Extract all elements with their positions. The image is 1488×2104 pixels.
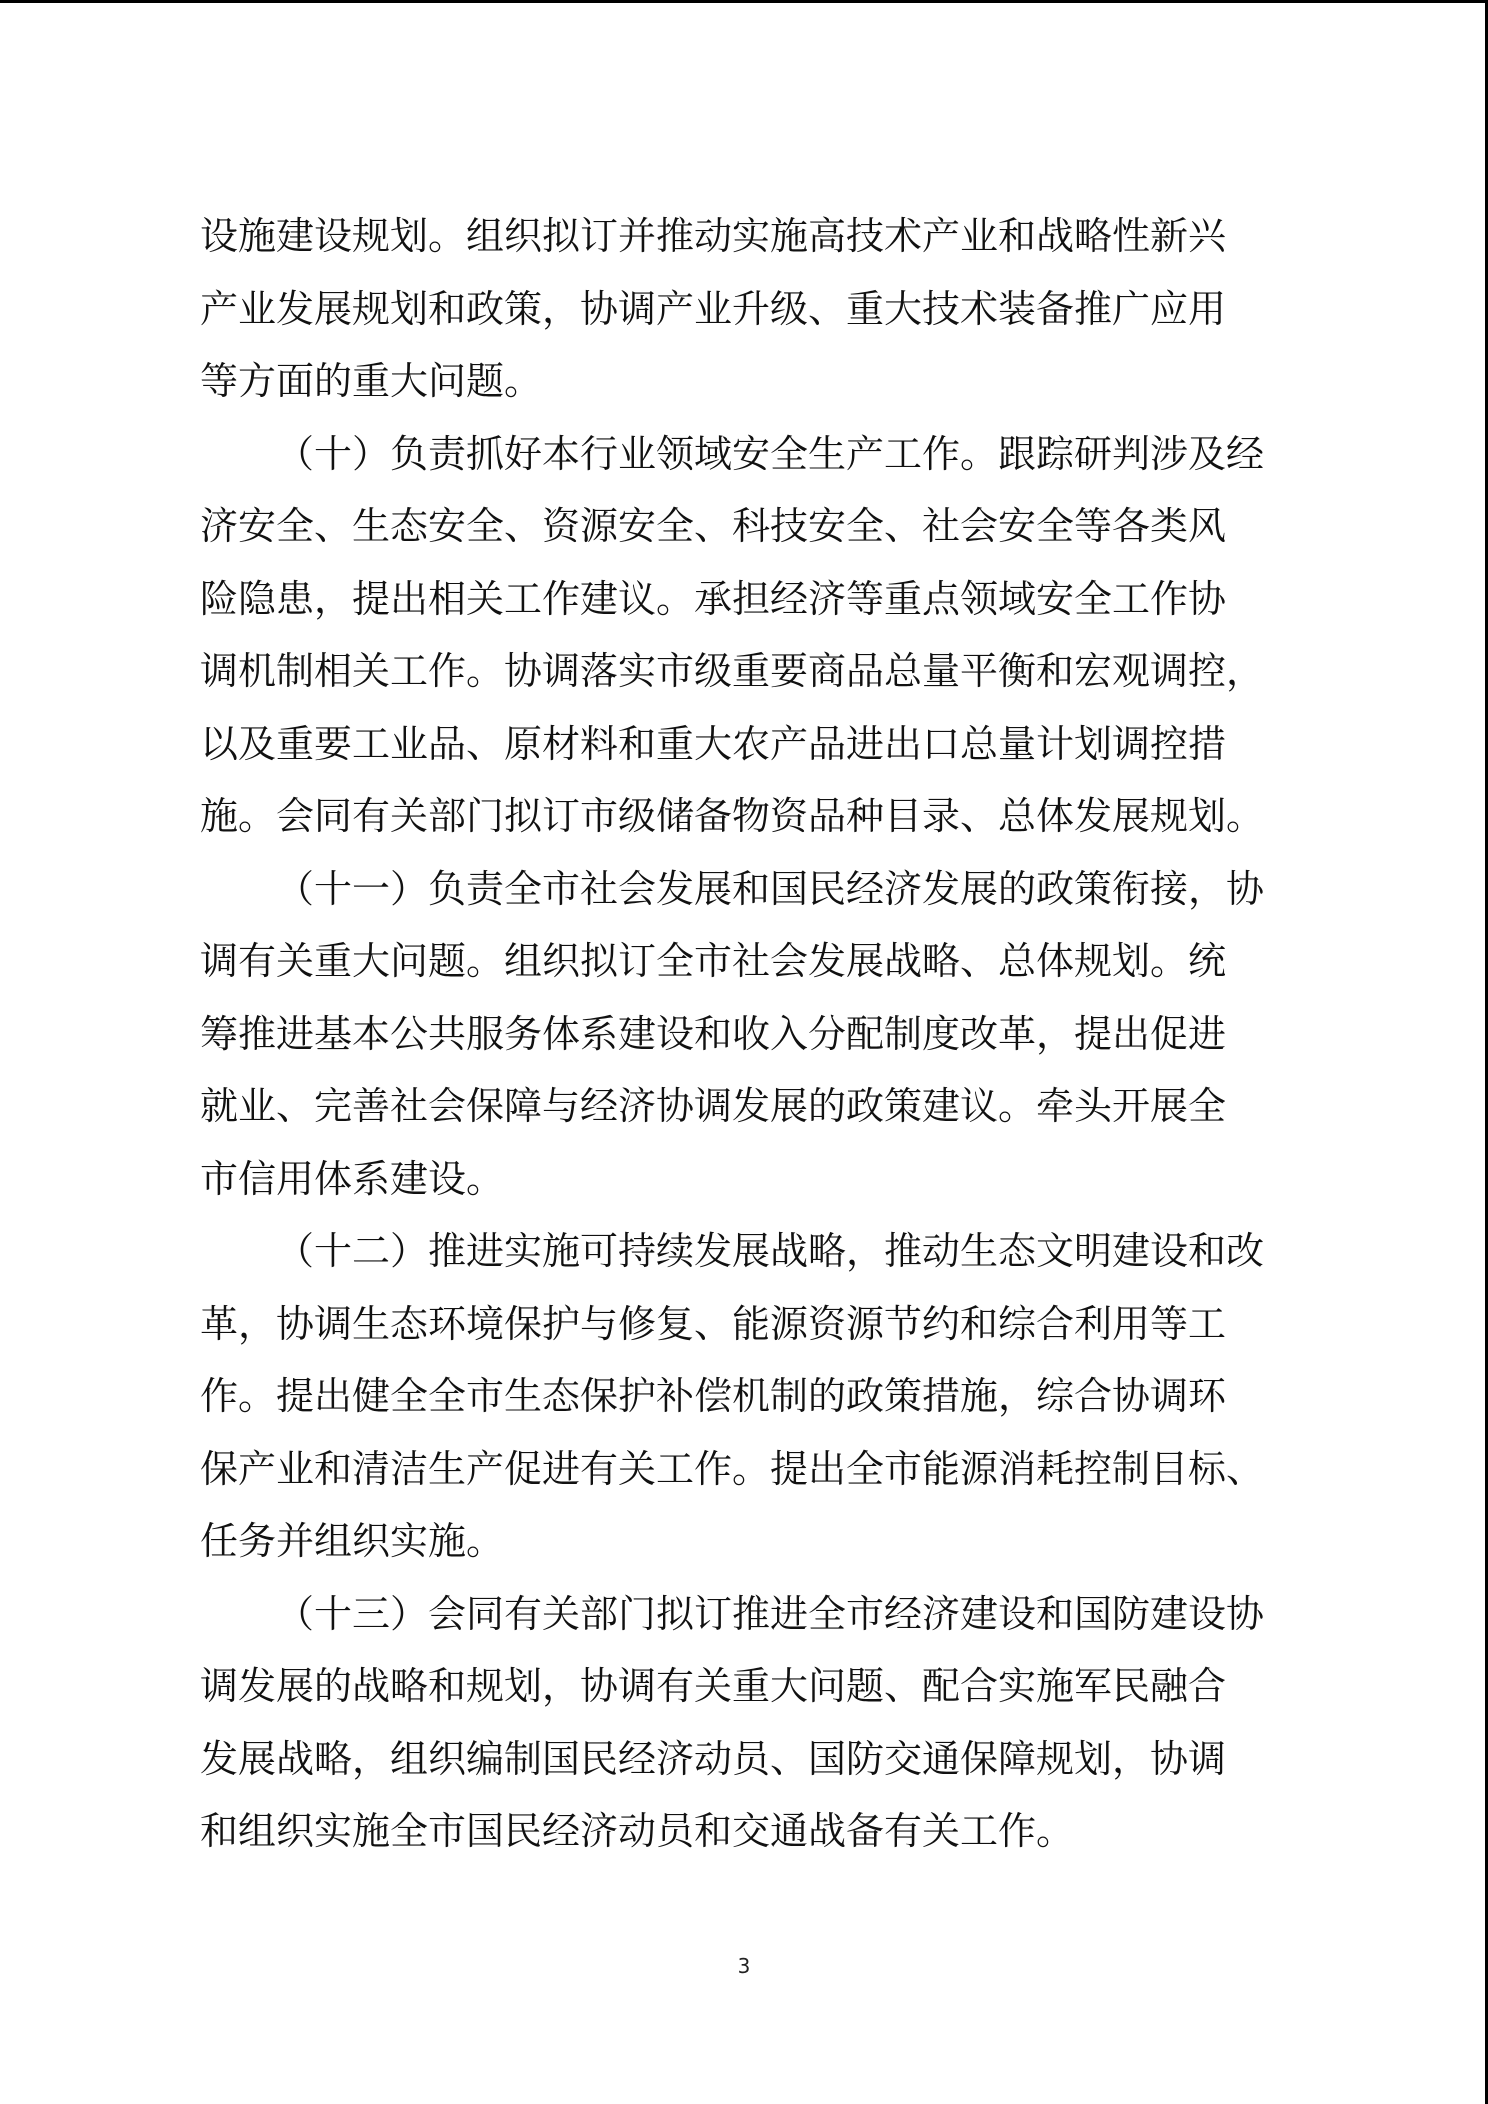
text-line: 等方面的重大问题。 <box>200 359 543 403</box>
text-line: 济安全、生态安全、资源安全、科技安全、社会安全等各类风 <box>200 504 1227 548</box>
text-line: 施。会同有关部门拟订市级储备物资品种目录、总体发展规划。 <box>200 794 1265 838</box>
page-top-border <box>0 0 1488 3</box>
text-line: 革，协调生态环境保护与修复、能源资源节约和综合利用等工 <box>200 1301 1227 1346</box>
text-line: 发展战略，组织编制国民经济动员、国防交通保障规划，协调 <box>200 1736 1227 1781</box>
text-line: 以及重要工业品、原材料和重大农产品进出口总量计划调控措 <box>200 721 1227 766</box>
text-line: 市信用体系建设。 <box>200 1156 505 1201</box>
text-line: 和组织实施全市国民经济动员和交通战备有关工作。 <box>200 1809 1075 1853</box>
text-line: 保产业和清洁生产促进有关工作。提出全市能源消耗控制目标、 <box>200 1446 1265 1491</box>
text-line: 任务并组织实施。 <box>200 1519 505 1563</box>
text-line: 调发展的战略和规划，协调有关重大问题、配合实施军民融合 <box>200 1664 1227 1708</box>
text-line: 作。提出健全全市生态保护补偿机制的政策措施，综合协调环 <box>200 1374 1227 1418</box>
paragraph-first-line: （十三）会同有关部门拟订推进全市经济建设和国防建设协 <box>276 1591 1265 1636</box>
text-line: 设施建设规划。组织拟订并推动实施高技术产业和战略性新兴 <box>200 214 1227 258</box>
document-body <box>200 200 1304 1868</box>
text-line: 就业、完善社会保障与经济协调发展的政策建议。牵头开展全 <box>200 1084 1227 1128</box>
paragraph-first-line: （十一）负责全市社会发展和国民经济发展的政策衔接，协 <box>276 866 1265 911</box>
text-line: 产业发展规划和政策，协调产业升级、重大技术装备推广应用 <box>200 286 1227 331</box>
text-line: 险隐患，提出相关工作建议。承担经济等重点领域安全工作协 <box>200 576 1227 621</box>
paragraph-first-line: （十）负责抓好本行业领域安全生产工作。跟踪研判涉及经 <box>276 431 1265 476</box>
page-number: 3 <box>737 1954 751 1978</box>
text-line: 调机制相关工作。协调落实市级重要商品总量平衡和宏观调控， <box>200 649 1265 693</box>
paragraph-first-line: （十二）推进实施可持续发展战略，推动生态文明建设和改 <box>276 1229 1265 1273</box>
text-line: 筹推进基本公共服务体系建设和收入分配制度改革，提出促进 <box>200 1011 1227 1056</box>
text-line: 调有关重大问题。组织拟订全市社会发展战略、总体规划。统 <box>200 939 1227 983</box>
